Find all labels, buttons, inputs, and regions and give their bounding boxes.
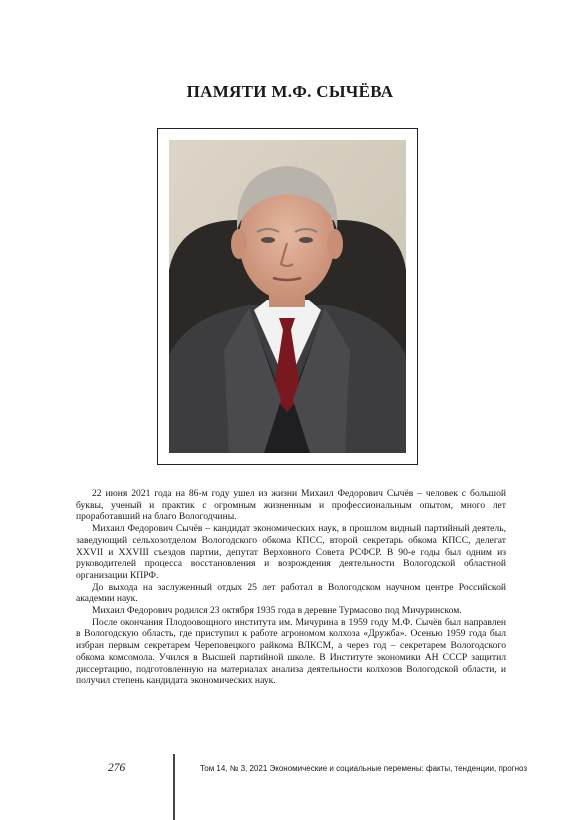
paragraph: 22 июня 2021 года на 86-м году ушел из жизни Михаил Федорович Сычёв – человек с большой буквы, ученый и практик с огромным жизненным и профессиональным опытом, много лет проработавший на благо Вологодчины. xyxy=(76,488,506,523)
paragraph: До выхода на заслуженный отдых 25 лет работал в Вологодском научном центре Российской академии наук. xyxy=(76,581,506,605)
article-title: ПАМЯТИ М.Ф. СЫЧЁВА xyxy=(186,82,394,101)
paragraph: После окончания Плодоовощного института им. Мичурина в 1959 году М.Ф. Сычёв был направлен в Вологодскую область, где приступил к работе агрономом колхоза «Дружба». Осенью 1959 года был избран первым секретарем Череповецкого райкома ВЛКСМ, а через год – секретарем Вологодского обкома комсомола. Учился в Высшей партийной школе. В Институте экономики АН СССР защитил диссертацию, подготовленную на материалах анализа деятельности колхозов Вологодской области, и получил степень кандидата экономических наук. xyxy=(76,616,506,687)
paragraph: Михаил Федорович родился 23 октября 1935 года в деревне Турмасово под Мичуринском. xyxy=(92,605,462,617)
photo-frame xyxy=(157,128,418,465)
journal-info: Том 14, № 3, 2021 Экономические и социальные перемены: факты, тенденции, прогноз xyxy=(200,764,528,773)
footer-divider xyxy=(173,754,175,820)
paragraph: Михаил Федорович Сычёв – кандидат экономических наук, в прошлом видный партийный деятель, заведующий сельхозотделом Вологодского обкома КПСС, второй секретарь обкома КПСС, делегат XXVII и XXVIII съездов партии, депутат Верховного Совета РСФСР. В 90-е годы был одним из руководителей процесса восстановления и возрождения деятельности Вологодской областной организации КПРФ. xyxy=(76,523,506,581)
portrait-photo xyxy=(169,140,406,453)
page-number: 276 xyxy=(108,762,126,774)
article-body xyxy=(76,488,506,687)
